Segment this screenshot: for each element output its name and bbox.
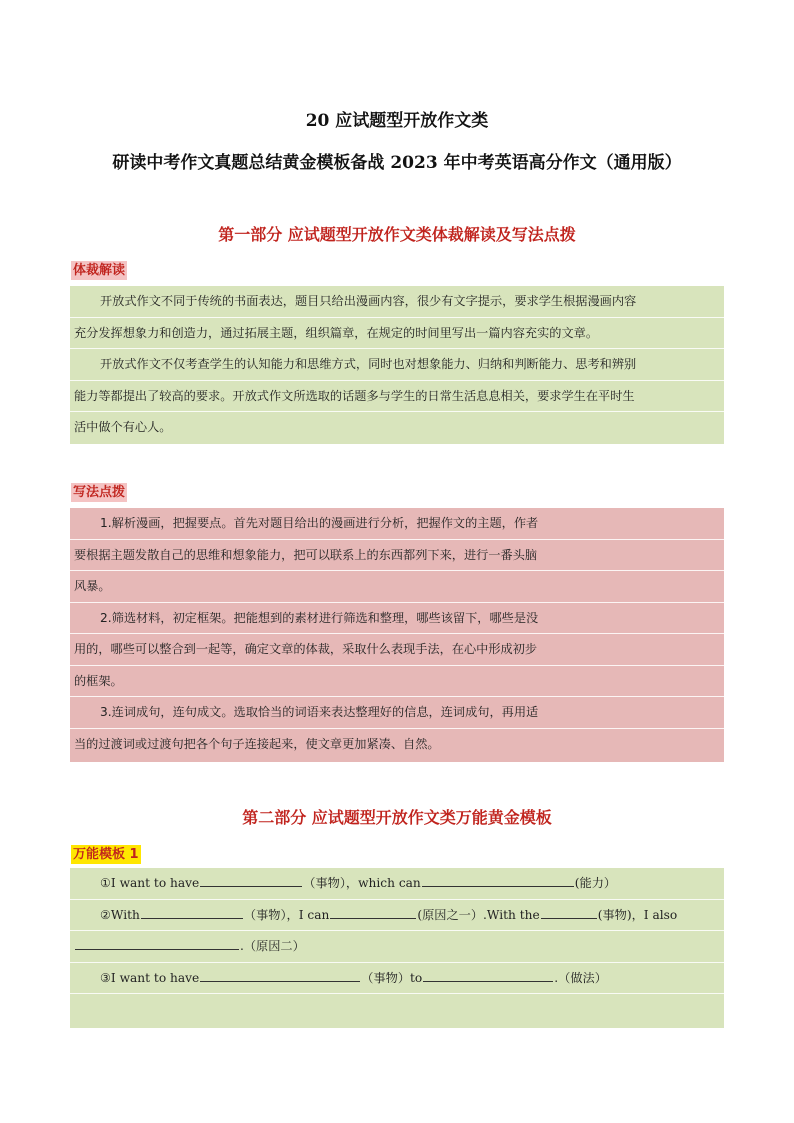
- tips-line: 当的过渡词或过渡句把各个句子连接起来，使文章更加紧凑、自然。: [74, 736, 440, 751]
- fill-blank: [141, 904, 243, 919]
- tips-line: 要根据主题发散自己的思维和想象能力，把可以联系上的东西都列下来，进行一番头脑: [70, 540, 724, 572]
- template-text: ①I want to have: [100, 876, 200, 890]
- template-line-1: [70, 868, 724, 900]
- template-label: 万能模板 1: [73, 847, 139, 862]
- fill-blank: [200, 967, 360, 982]
- fill-blank: [200, 872, 302, 887]
- template-text: （事物）to: [361, 970, 423, 985]
- tips-line: 的框架。: [70, 666, 724, 698]
- part2-heading: 第二部分 应试题型开放作文类万能黄金模板: [242, 808, 552, 827]
- fill-blank: [541, 904, 597, 919]
- genre-analysis-label: 体裁解读: [73, 263, 126, 278]
- genre-line: 开放式作文不同于传统的书面表达，题目只给出漫画内容，很少有文字提示，要求学生根据漫画内容: [70, 286, 724, 318]
- fill-blank: [75, 935, 239, 950]
- template-text: ③I want to have: [100, 970, 200, 985]
- template-text: .（原因二）: [240, 939, 305, 953]
- writing-tips-panel: [70, 508, 724, 762]
- tips-line: 2.筛选材料，初定框架。把能想到的素材进行筛选和整理，哪些该留下，哪些是没: [70, 603, 724, 635]
- template-text: .（做法）: [554, 970, 607, 985]
- fill-blank: [422, 872, 574, 887]
- template-line-3: [70, 931, 724, 963]
- template-text: （事物），which can: [303, 876, 421, 890]
- tips-line: 3.连词成句，连句成文。选取恰当的词语来表达整理好的信息，连词成句，再用适: [70, 697, 724, 729]
- template-text: (能力）: [574, 876, 617, 890]
- part1-heading: 第一部分 应试题型开放作文类体裁解读及写法点拨: [218, 225, 576, 244]
- tips-line: 用的，哪些可以整合到一起等，确定文章的体裁，采取什么表现手法，在心中形成初步: [70, 634, 724, 666]
- tips-line: 风暴。: [70, 571, 724, 603]
- genre-line: 充分发挥想象力和创造力，通过拓展主题，组织篇章，在规定的时间里写出一篇内容充实的文章。: [70, 318, 724, 350]
- template-line-2: [70, 900, 724, 932]
- genre-analysis-panel: [70, 286, 724, 444]
- template-line-4: [70, 963, 724, 995]
- genre-line: 开放式作文不仅考查学生的认知能力和思维方式，同时也对想象能力、归纳和判断能力、思考和辨别: [70, 349, 724, 381]
- template-panel: [70, 868, 724, 1028]
- document-title: 20 应试题型开放作文类: [305, 111, 489, 131]
- fill-blank: [330, 904, 416, 919]
- template-text: （事物），I can: [243, 907, 330, 922]
- fill-blank: [423, 967, 553, 982]
- template-text: (事物)，I also: [597, 907, 678, 922]
- template-text: (原因之一）.With the: [417, 907, 540, 922]
- template-line-empty: [70, 994, 724, 1026]
- writing-tips-label: 写法点拨: [73, 485, 126, 500]
- genre-line: 能力等都提出了较高的要求。开放式作文所选取的话题多与学生的日常生活息息相关，要求学生在平时生: [70, 381, 724, 413]
- genre-line: 活中做个有心人。: [74, 420, 172, 434]
- template-text: ②With: [100, 907, 140, 922]
- document-subtitle: 研读中考作文真题总结黄金模板备战 2023 年中考英语高分作文（通用版）: [112, 153, 682, 173]
- tips-line: 1.解析漫画，把握要点。首先对题目给出的漫画进行分析，把握作文的主题，作者: [70, 508, 724, 540]
